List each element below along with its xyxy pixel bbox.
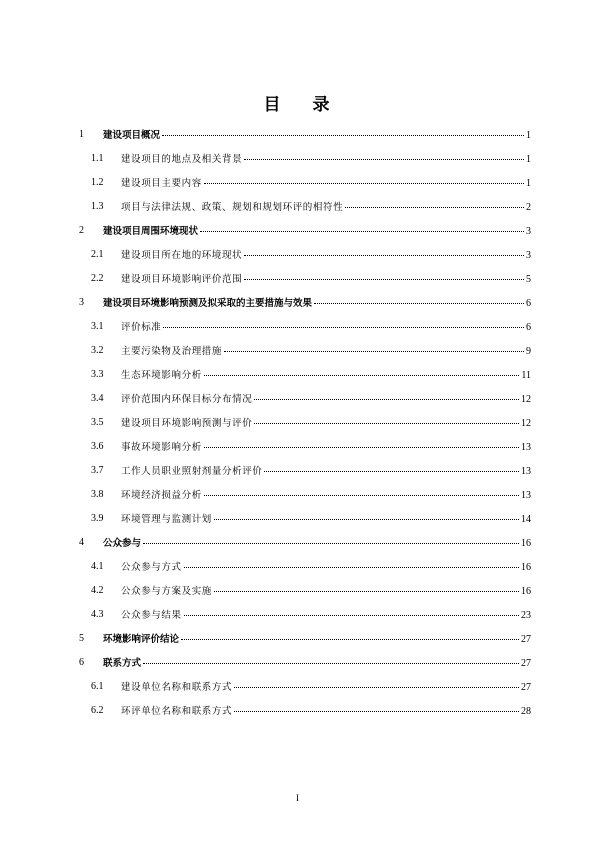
toc-entry-title: 公众参与结果 [121,610,182,621]
toc-entry-line [103,535,531,549]
toc-entry-page: 13 [521,466,531,477]
toc-entry-number: 6 [79,656,84,668]
toc-entry-line [121,199,531,213]
toc-entry-title: 建设项目环境影响预测与评价 [121,418,253,429]
toc-entry-page: 14 [521,514,531,525]
toc-entry-title: 事故环境影响分析 [121,442,202,453]
title-char-right: 录 [312,95,332,115]
toc-entry-line [121,679,531,693]
toc-entry[interactable] [0,698,595,722]
toc-entry-number: 3 [79,296,84,308]
dot-leader [181,639,519,640]
toc-entry-line [121,391,531,405]
toc-entry-line [121,415,531,429]
toc-entry-number: 1.3 [91,200,104,212]
dot-leader [163,327,524,328]
toc-entry-line [121,487,531,501]
toc-entry-number: 5 [79,632,84,644]
dot-leader [234,687,519,688]
toc-entry-title: 评价标准 [121,322,162,333]
toc-entry[interactable] [0,650,595,674]
toc-entry-line [121,463,531,477]
toc-entry[interactable] [0,530,595,554]
toc-entry-title: 评价范围内环保目标分布情况 [121,394,253,405]
dot-leader [204,495,519,496]
dot-leader [214,519,519,520]
toc-entry[interactable] [0,578,595,602]
toc-entry[interactable] [0,434,595,458]
dot-leader [244,255,524,256]
toc-entry-page: 2 [526,202,531,213]
toc-entry-number: 3.9 [91,512,104,524]
toc-entry-page: 6 [526,322,531,333]
toc-entry-number: 2 [79,224,84,236]
toc-entry-line [121,583,531,597]
toc-entry-title: 公众参与 [103,538,142,549]
toc-entry-page: 12 [521,418,531,429]
toc-entry[interactable] [0,170,595,194]
toc-entry-page: 16 [521,562,531,573]
toc-entry-title: 工作人员职业照射剂量分析评价 [121,466,263,477]
toc-entry-number: 3.4 [91,392,104,404]
dot-leader [143,663,519,664]
toc-entry[interactable] [0,122,595,146]
dot-leader [184,567,519,568]
toc-entry-page: 27 [521,682,531,693]
toc-entry-line [121,271,531,285]
toc-entry[interactable] [0,458,595,482]
toc-entry-page: 28 [521,706,531,717]
dot-leader [244,279,524,280]
toc-entry-title: 环评单位名称和联系方式 [121,706,233,717]
toc-entry[interactable] [0,602,595,626]
toc-entry-page: 23 [521,610,531,621]
toc-entry-line [121,559,531,573]
toc-entry[interactable] [0,314,595,338]
toc-entry[interactable] [0,242,595,266]
toc-entry-number: 2.2 [91,272,104,284]
toc-entry-line [121,367,531,381]
toc-entry-page: 11 [521,370,531,381]
toc-entry-page: 13 [521,442,531,453]
dot-leader [162,135,524,136]
toc-entry-line [121,151,531,165]
toc-entry[interactable] [0,626,595,650]
title-char-left: 目 [263,95,283,115]
toc-entry-page: 27 [521,658,531,669]
toc-entry-title: 建设单位名称和联系方式 [121,682,233,693]
toc-entry-page: 12 [521,394,531,405]
toc-entry-number: 3.7 [91,464,104,476]
toc-entry-number: 1.1 [91,152,104,164]
toc-entry-line [103,655,531,669]
toc-entry[interactable] [0,338,595,362]
toc-entry-page: 5 [526,274,531,285]
toc-entry-line [103,295,531,309]
toc-entry-title: 公众参与方式 [121,562,182,573]
toc-entry-page: 16 [521,538,531,549]
toc-entry-title: 项目与法律法规、政策、规划和规划环评的相符性 [121,202,344,213]
toc-entry-title: 公众参与方案及实施 [121,586,212,597]
toc-entry-title: 建设项目所在地的环境现状 [121,250,243,261]
toc-entry-number: 6.2 [91,704,104,716]
toc-entry-number: 1 [79,128,84,140]
toc-entry-line [121,175,531,189]
toc-entry-page: 3 [526,226,531,237]
toc-entry-page: 1 [526,154,531,165]
toc-entry-line [121,247,531,261]
toc-entry-page: 27 [521,634,531,645]
toc-entry-page: 3 [526,250,531,261]
toc-entry-line [121,319,531,333]
toc-entry-title: 主要污染物及治理措施 [121,346,223,357]
toc-entry-title: 联系方式 [103,658,142,669]
dot-leader [200,231,524,232]
dot-leader [244,159,524,160]
toc-entry-line [103,223,531,237]
toc-entry[interactable] [0,146,595,170]
toc-entry[interactable] [0,362,595,386]
dot-leader [184,615,519,616]
toc-entry-number: 6.1 [91,680,104,692]
toc-entry-title: 建设项目环境影响评价范围 [121,274,243,285]
toc-entry-title: 环境经济损益分析 [121,490,202,501]
toc-entry-title: 生态环境影响分析 [121,370,202,381]
toc-entry-line [121,439,531,453]
toc-entry[interactable] [0,386,595,410]
dot-leader [264,471,519,472]
toc-entry-number: 1.2 [91,176,104,188]
toc-entry-line [103,127,531,141]
dot-leader [143,543,519,544]
toc-entry-number: 3.5 [91,416,104,428]
toc-entry-number: 4.1 [91,560,104,572]
toc-entry-page: 16 [521,586,531,597]
toc-entry-title: 建设项目概况 [103,130,161,141]
toc-entry[interactable] [0,266,595,290]
dot-leader [314,303,524,304]
dot-leader [204,447,519,448]
toc-entry-title: 建设项目主要内容 [121,178,202,189]
dot-leader [224,351,524,352]
dot-leader [234,711,519,712]
toc-entry-number: 3.2 [91,344,104,356]
toc-entry-title: 环境管理与监测计划 [121,514,212,525]
toc-entry[interactable] [0,674,595,698]
toc-entry-line [121,607,531,621]
dot-leader [214,591,519,592]
dot-leader [254,399,519,400]
toc-entry-title: 建设项目的地点及相关背景 [121,154,243,165]
toc-entry-page: 9 [526,346,531,357]
toc-entry-page: 1 [526,178,531,189]
toc-entry[interactable] [0,506,595,530]
toc-entry-number: 3.3 [91,368,104,380]
page-title [0,90,595,115]
toc-entry-number: 3.6 [91,440,104,452]
toc-entry-title: 环境影响评价结论 [103,634,180,645]
toc-entry-line [121,343,531,357]
toc-entry-title: 建设项目周围环境现状 [103,226,199,237]
toc-entry-number: 4.3 [91,608,104,620]
dot-leader [204,375,520,376]
toc-entry[interactable] [0,218,595,242]
toc-entry-number: 3.1 [91,320,104,332]
dot-leader [345,207,524,208]
dot-leader [254,423,519,424]
toc-entry-page: 13 [521,490,531,501]
toc-entry-title: 建设项目环境影响预测及拟采取的主要措施与效果 [103,298,313,309]
page-number: I [296,793,299,803]
toc-entry-page: 6 [526,298,531,309]
toc-entry[interactable] [0,482,595,506]
toc-entry-number: 2.1 [91,248,104,260]
toc-entry-line [121,511,531,525]
toc-entry-page: 1 [526,130,531,141]
toc-entry-number: 4 [79,536,84,548]
toc-entry[interactable] [0,290,595,314]
dot-leader [204,183,524,184]
toc-entry[interactable] [0,410,595,434]
toc-entry-line [121,703,531,717]
toc-entry[interactable] [0,194,595,218]
toc-entry-line [103,631,531,645]
toc-entry[interactable] [0,554,595,578]
toc-entry-number: 3.8 [91,488,104,500]
toc-entry-number: 4.2 [91,584,104,596]
